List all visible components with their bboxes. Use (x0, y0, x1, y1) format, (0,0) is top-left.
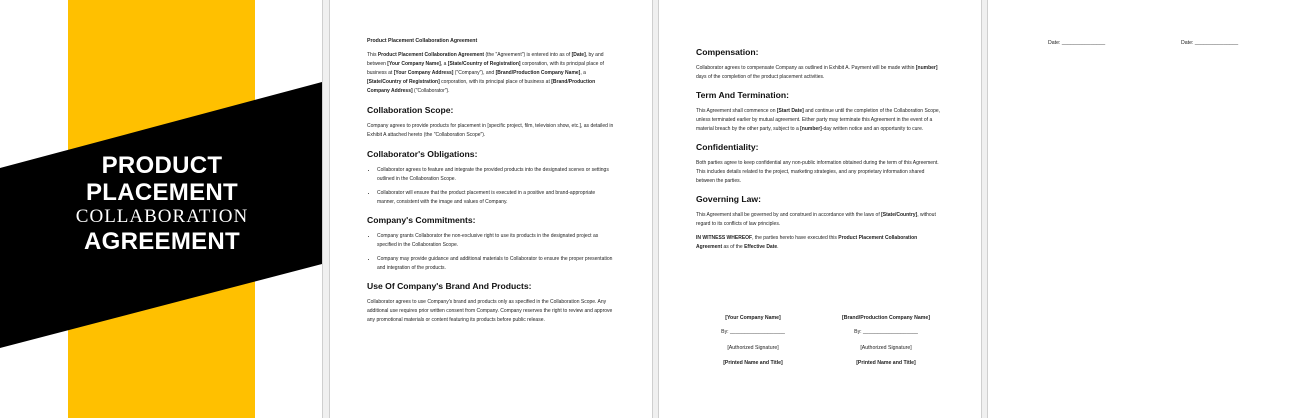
paragraph-text: Collaborator agrees to compensate Company as outlined in Exhibit A. Payment will be made within (696, 65, 916, 71)
heading-confidentiality: Confidentiality: (696, 142, 759, 152)
cover-title-line3: COLLABORATION (75, 206, 249, 227)
paragraph-text: and continue until the completion of the Collaboration Scope, unless terminated earlier by mutual agreement. Either party may terminate this Agreement in the event of a material breach by the other party, subject to a (696, 108, 941, 132)
printed-name-label (693, 359, 813, 367)
signatory-name-text: [Brand/Production Company Name] (842, 315, 930, 321)
signature-block-collaborator (823, 314, 949, 367)
paragraph-text: -day written notice and an opportunity to cure. (821, 126, 924, 132)
term-paragraph (696, 107, 943, 134)
intro-bold: [Brand/Production Company Name] (495, 70, 581, 76)
printed-name-text: [Printed Name and Title] (723, 360, 783, 366)
commitments-list (367, 232, 614, 273)
heading-compensation: Compensation: (696, 47, 759, 57)
paragraph-text: This Agreement shall be governed by and construed in accordance with the laws of (696, 212, 882, 218)
list-item: • Company may provide guidance and additional materials to Collaborator to ensure the proper presentation and integration of the products. (377, 255, 614, 273)
cover-title-line1: PRODUCT (101, 152, 223, 179)
document-title: Product Placement Collaboration Agreement (367, 38, 478, 44)
paragraph-bold: IN WITNESS WHEREOF (696, 235, 753, 241)
cover-title (18, 152, 306, 255)
paragraph-bold: Effective Date (744, 244, 778, 250)
intro-text: ("Collaborator"). (412, 88, 450, 94)
paragraph-text: . (777, 244, 779, 250)
cover-title-line2: PLACEMENT (85, 179, 239, 206)
signature-block-company (693, 314, 813, 367)
intro-text: corporation, with its principal place of business at (367, 61, 604, 76)
intro-text: corporation, with its principal place of business at (439, 79, 552, 85)
signatory-name (693, 314, 813, 322)
paragraph-text: , without regard to its conflicts of law principles. (696, 212, 936, 227)
document-page-4 (988, 0, 1310, 418)
governing-law-paragraph (696, 211, 943, 229)
date-line-right: Date: _______________ (1181, 40, 1239, 46)
paragraph-text: days of the completion of the product placement activities. (696, 74, 825, 80)
intro-paragraph (367, 51, 614, 96)
document-page-3 (659, 0, 981, 418)
page2-content (367, 37, 614, 325)
intro-bold: [Your Company Address] (393, 70, 454, 76)
heading-company-commitments: Company's Commitments: (367, 215, 476, 225)
intro-text: , a (440, 61, 448, 67)
paragraph-text: This Agreement shall commence on (696, 108, 777, 114)
printed-name-text: [Printed Name and Title] (856, 360, 916, 366)
paragraph-bold: Product Placement Collaboration Agreement (696, 235, 918, 250)
brand-paragraph: Collaborator agrees to use Company's brand and products only as specified in the Collaboration Scope. Any additional use requires prior written consent from Company. Company reserves the right to review and approve any promotional materials or content featuring its products before public release. (367, 299, 613, 323)
list-item: • Company grants Collaborator the non-exclusive right to use its products in the designated project as specified in the Collaboration Scope. (377, 232, 614, 250)
heading-governing-law: Governing Law: (696, 194, 761, 204)
paragraph-text: as of the (722, 244, 745, 250)
compensation-paragraph (696, 64, 943, 82)
page3-content (696, 46, 943, 252)
confidentiality-paragraph: Both parties agree to keep confidential any non-public information obtained during the term of this Agreement. This includes details related to the project, marketing strategies, and any proprietary information shared between the parties. (696, 160, 939, 184)
heading-collaboration-scope: Collaboration Scope: (367, 105, 454, 115)
intro-bold: [State/Country of Registration] (447, 61, 521, 67)
intro-bold: [Your Company Name] (387, 61, 441, 67)
paragraph-bold: [State/Country] (881, 212, 918, 218)
intro-bold: Product Placement Collaboration Agreement (377, 52, 485, 58)
printed-name-label (823, 359, 949, 367)
heading-brand-use: Use Of Company's Brand And Products: (367, 281, 532, 291)
scope-paragraph: Company agrees to provide products for placement in [specific project, film, television show, etc.], as detailed in Exhibit A attached hereto (the "Collaboration Scope"). (367, 123, 614, 138)
paragraph-bold: [number] (800, 126, 822, 132)
witness-paragraph (696, 234, 943, 252)
heading-term-termination: Term And Termination: (696, 90, 789, 100)
signature-line: By: ___________________ (854, 329, 918, 335)
intro-bold: [Brand/Production Company Address] (367, 79, 596, 94)
list-item: • Collaborator will ensure that the product placement is executed in a positive and brand-appropriate manner, consistent with the image and values of Company. (377, 189, 614, 207)
signatory-name (823, 314, 949, 322)
intro-text: , a (580, 70, 586, 76)
intro-text: This (367, 52, 378, 58)
cover-title-line4: AGREEMENT (83, 228, 241, 255)
date-line-left: Date: _______________ (1048, 40, 1106, 46)
intro-text: (the "Agreement") is entered into as of (484, 52, 572, 58)
signatory-name-text: [Your Company Name] (725, 315, 781, 321)
authorized-signature-label: [Authorized Signature] (727, 345, 779, 351)
obligations-list (367, 166, 614, 207)
authorized-signature-label: [Authorized Signature] (860, 345, 912, 351)
intro-text: ("Company"), and (453, 70, 496, 76)
heading-collaborator-obligations: Collaborator's Obligations: (367, 149, 478, 159)
document-page-2 (330, 0, 652, 418)
list-item: • Collaborator agrees to feature and integrate the provided products into the designated scenes or settings outlined in the Collaboration Scope. (377, 166, 614, 184)
signature-line: By: ___________________ (721, 329, 785, 335)
paragraph-bold: [Start Date] (776, 108, 804, 114)
intro-text: , by and between (367, 52, 604, 67)
intro-bold: [State/Country of Registration] (367, 79, 440, 85)
paragraph-text: , the parties hereto have executed this (752, 235, 839, 241)
cover-page (0, 0, 322, 418)
intro-bold: [Date] (571, 52, 586, 58)
paragraph-bold: [number] (915, 65, 938, 71)
